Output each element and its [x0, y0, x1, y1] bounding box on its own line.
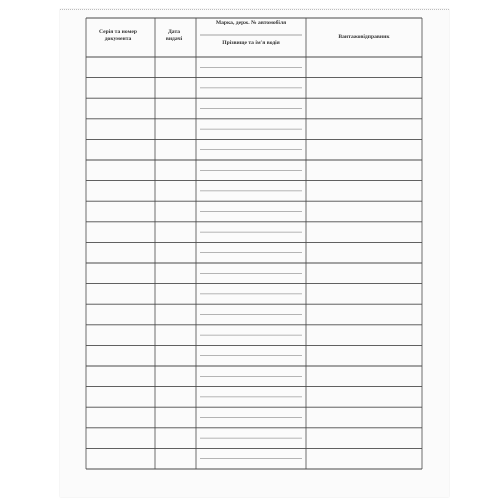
header-shipper: Вантажовідправник [338, 34, 390, 40]
form-page [60, 9, 449, 497]
header-issue-date: Дата видачі [165, 29, 183, 42]
header-series-number: Серія та номер документа [98, 29, 137, 42]
header-car-make-plate: Марка, держ. № автомобіля [215, 20, 287, 26]
form-table-grid [60, 9, 449, 497]
header-driver-name: Прізвище та ім'я водія [222, 40, 280, 46]
